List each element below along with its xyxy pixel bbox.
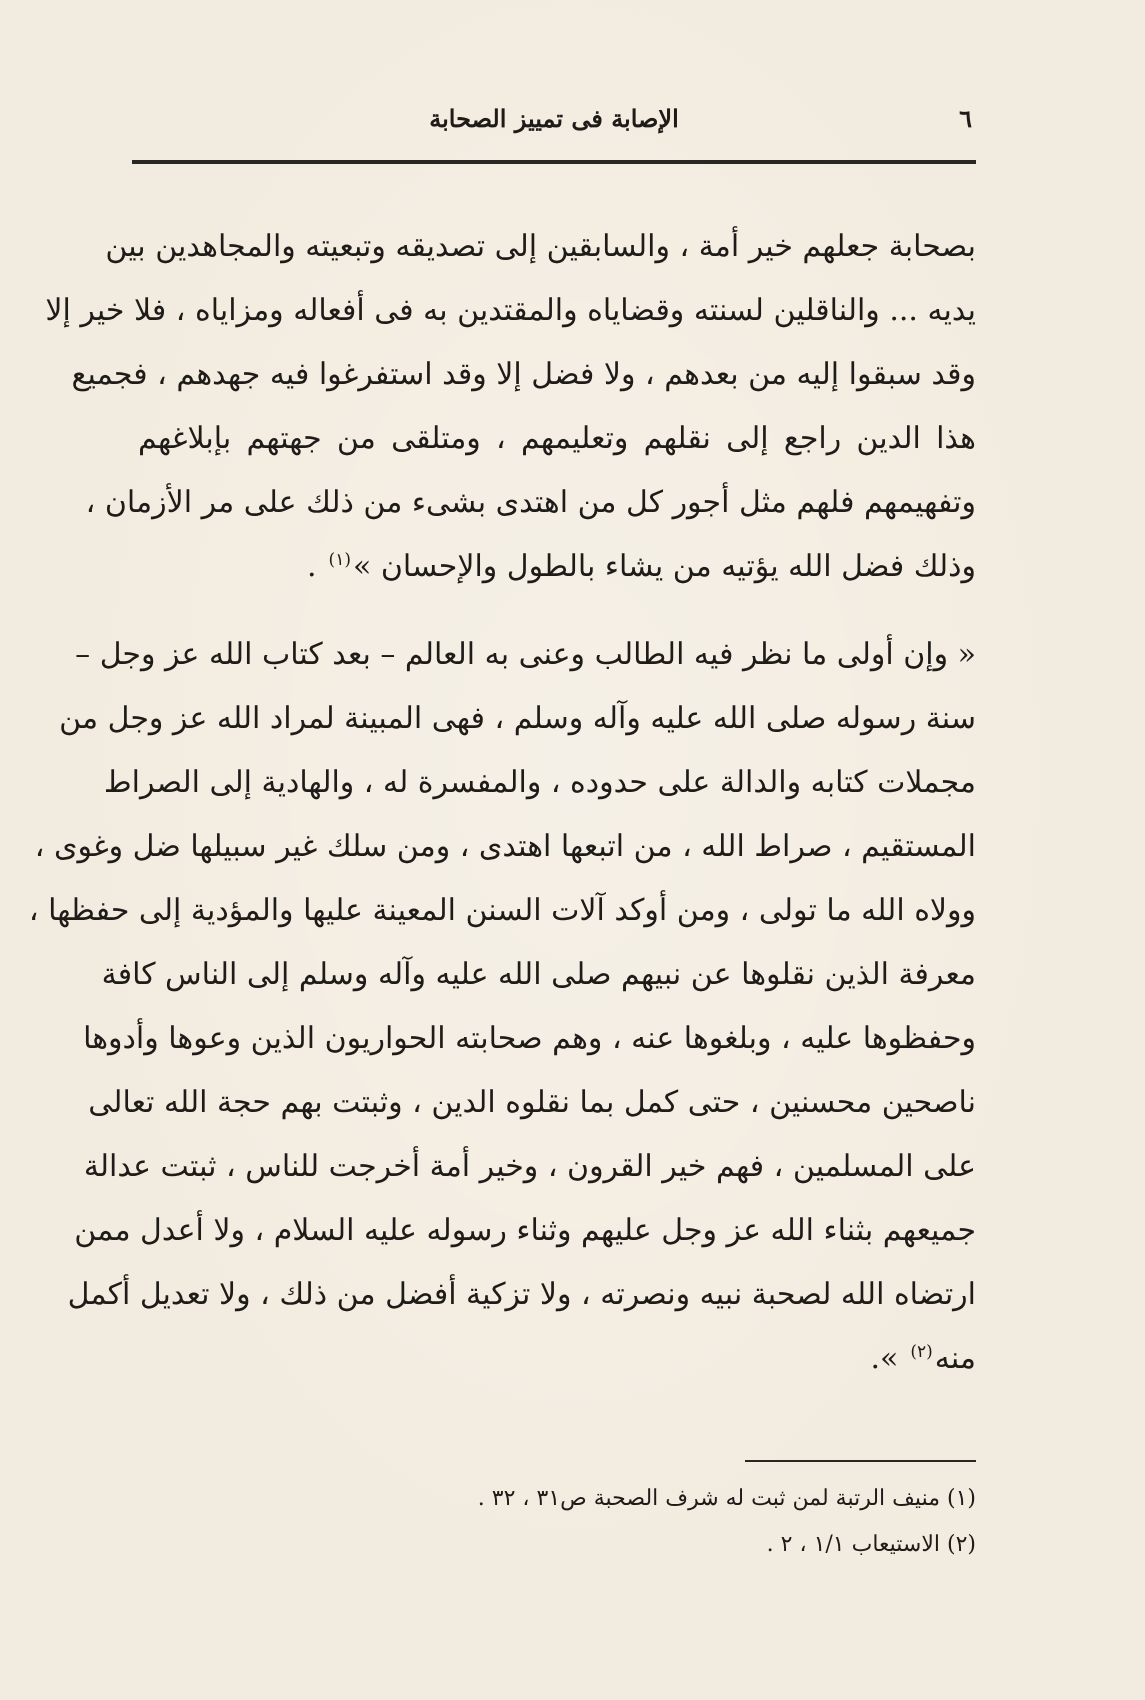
text-line: جميعهم بثناء الله عز وجل عليهم وثناء رسوله عليه السلام ، ولا أعدل ممن — [74, 1213, 976, 1248]
footnote-rule — [745, 1460, 976, 1462]
text-line: مجملات كتابه والدالة على حدوده ، والمفسرة له ، والهادية إلى الصراط — [103, 765, 976, 800]
footnotes — [138, 1476, 976, 1568]
text-line: وولاه الله ما تولى ، ومن أوكد آلات السنن المعينة عليها والمؤدية إلى حفظها ، — [28, 893, 976, 928]
text-line: المستقيم ، صراط الله ، من اتبعها اهتدى ، ومن سلك غير سبيلها ضل وغوى ، — [34, 829, 976, 864]
text-line-content: منه — [934, 1341, 976, 1376]
footnote-2: (٢) الاستيعاب ١/١ ، ٢ . — [766, 1532, 976, 1557]
footnote-ref-1: (١) — [328, 550, 351, 570]
text-line: سنة رسوله صلى الله عليه وآله وسلم ، فهى المبينة لمراد الله عز وجل من — [59, 701, 976, 736]
text-line: معرفة الذين نقلوها عن نبيهم صلى الله عليه وآله وسلم إلى الناس كافة — [101, 957, 976, 992]
text-line: ناصحين محسنين ، حتى كمل بما نقلوه الدين ، وثبتت بهم حجة الله تعالى — [88, 1085, 976, 1120]
header-rule — [132, 160, 976, 164]
text-line: هذا الدين راجع إلى نقلهم وتعليمهم ، ومتلقى من جهتهم بإبلاغهم — [138, 421, 976, 456]
text-line: وتفهيمهم فلهم مثل أجور كل من اهتدى بشىء من ذلك على مر الأزمان ، — [85, 485, 976, 520]
sentence-end: . — [307, 549, 317, 584]
text-line: بصحابة جعلهم خير أمة ، والسابقين إلى تصديقه وتبعيته والمجاهدين بين — [105, 229, 976, 264]
text-line: وحفظوها عليه ، وبلغوها عنه ، وهم صحابته الحواريون الذين وعوها وأدوها — [83, 1021, 976, 1056]
text-line: ارتضاه الله لصحبة نبيه ونصرته ، ولا تزكية أفضل من ذلك ، ولا تعديل أكمل — [67, 1277, 976, 1312]
page-number: ٦ — [959, 104, 972, 133]
running-title: الإصابة فى تمييز الصحابة — [429, 104, 679, 133]
text-line: على المسلمين ، فهم خير القرون ، وخير أمة أخرجت للناس ، ثبتت عدالة — [83, 1149, 976, 1184]
text-line-last — [138, 535, 976, 599]
text-line-content: وذلك فضل الله يؤتيه من يشاء بالطول والإحسان » — [352, 549, 976, 584]
body-text — [28, 215, 976, 1391]
text-line-last — [138, 1327, 976, 1391]
text-line: يديه ... والناقلين لسنته وقضاياه والمقتدين به فى أفعاله ومزاياه ، فلا خير إلا — [45, 293, 976, 328]
sentence-end: ». — [870, 1341, 899, 1376]
text-line: « وإن أولى ما نظر فيه الطالب وعنى به العالم – بعد كتاب الله عز وجل – — [75, 637, 976, 672]
footnote-1: (١) منيف الرتبة لمن ثبت له شرف الصحبة ص٣١ ، ٣٢ . — [477, 1486, 976, 1511]
paragraph-gap — [138, 599, 976, 623]
running-header — [132, 100, 976, 144]
text-line: وقد سبقوا إليه من بعدهم ، ولا فضل إلا وقد استفرغوا فيه جهدهم ، فجميع — [71, 357, 976, 392]
footnote-ref-2: (٢) — [910, 1342, 933, 1362]
